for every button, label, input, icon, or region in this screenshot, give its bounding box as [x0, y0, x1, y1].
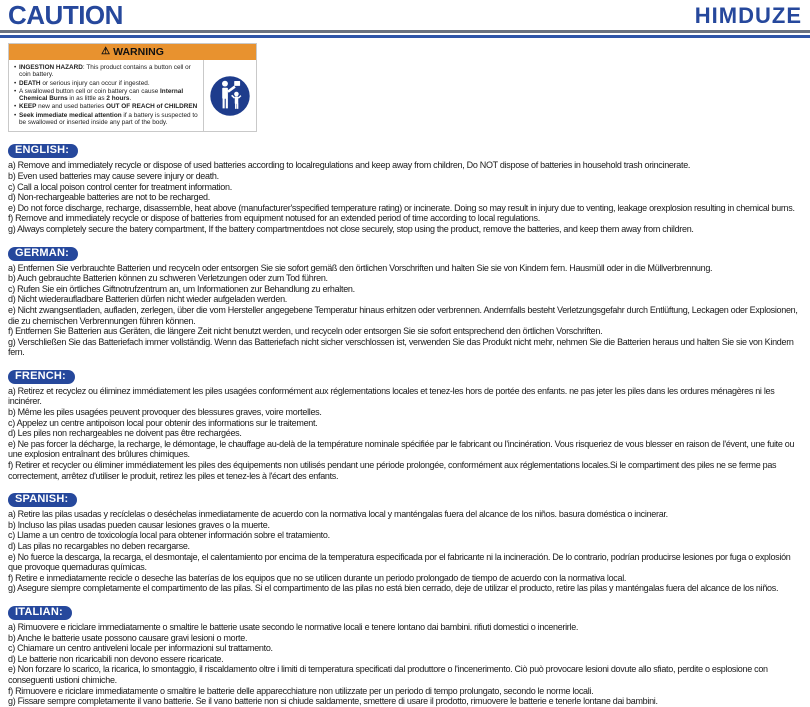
instruction-line: b) Anche le batterie usate possono causare gravi lesioni o morte.	[8, 632, 248, 643]
instruction-line: d) Non-rechargeable batteries are not to be recharged.	[8, 192, 210, 203]
section-label-spanish: SPANISH:	[8, 493, 77, 507]
warning-box-body	[9, 60, 256, 131]
instruction-line: c) Rufen Sie ein örtliches Giftnotrufzentrum an, um Informationen zur Behandlung zu erhalten.	[8, 283, 355, 294]
warning-box	[8, 43, 257, 132]
page-title: CAUTION	[8, 0, 123, 30]
instruction-line: e) Nicht zwangsentladen, aufladen, zerlegen, über die vom Hersteller angegebene Temperatur hinaus erhitzen oder verbrennen. Andernfalls besteht Verletzungsgefahr durch Entlüftung, Leckagen oder Explosionen, die zu chemischen Verbrennungen führen können.	[8, 304, 798, 326]
instruction-line: f) Rimuovere e riciclare immediatamente o smaltire le batterie delle apparecchiature non utilizzate per un periodo di tempo prolungato, secondo le norme locali.	[8, 685, 594, 696]
warning-bullet: • Seek immediate medical attention if a battery is suspected to be swallowed or inserted inside any part of the body.	[13, 112, 201, 127]
warning-bullet: • INGESTION HAZARD: This product contains a button cell or coin battery.	[13, 64, 201, 79]
instruction-line: g) Verschließen Sie das Batteriefach immer vollständig. Wenn das Batteriefach nicht sicher verschlossen ist, verwenden Sie das Produkt nicht mehr, nehmen Sie die Batterien heraus und halten Sie sie von Kindern fern.	[8, 336, 794, 358]
instruction-line: e) No fuerce la descarga, la recarga, el desmontaje, el calentamiento por encima de la temperatura especificada por el fabricante ni la incineración. De lo contrario, podrían producirse lesiones por fuga o explosión que provoque quemaduras químicas.	[8, 551, 791, 573]
instruction-line: f) Retire e inmediatamente recicle o deseche las baterías de los equipos que no se utilicen durante un periodo prolongado de tiempo de acuerdo con la normativa local.	[8, 572, 627, 583]
instruction-line: d) Nicht wiederaufladbare Batterien dürfen nicht wieder aufgeladen werden.	[8, 294, 287, 305]
instruction-line: f) Retirer et recycler ou éliminer immédiatement les piles des équipements non utilisés pendant une période prolongée, conformément aux réglementations locales.Si le compartiment des piles ne se ferme pas correctement, arrêtez d'utiliser le produit, retirez les piles et tenez-les à l'écart des enfants.	[8, 460, 777, 481]
language-section-english	[8, 140, 806, 234]
instruction-line: b) Auch gebrauchte Batterien können zu schweren Verletzungen oder zum Tod führen.	[8, 273, 328, 284]
instruction-line: e) Ne pas forcer la décharge, la recharge, le démontage, le chauffage au-delà de la température nominale spécifiée par le fabricant ou l'incinération. Vous risqueriez de vous blesser en raison de l'évent, une fuite ou une explosion entraînant des brûlures chimiques.	[8, 438, 795, 460]
warning-triangle-icon: ⚠	[101, 46, 111, 57]
instruction-line: b) Incluso las pilas usadas pueden causar lesiones graves o la muerte.	[8, 519, 270, 530]
instruction-line: e) Do not force discharge, recharge, disassemble, heat above (manufacturer'sspecified temperature rating) or incinerate. Doing so may result in injury due to venting, leakage orexplosion resulting in chemical burns.	[8, 202, 795, 213]
instruction-line: d) Les piles non rechargeables ne doivent pas être rechargées.	[8, 428, 242, 439]
keep-away-from-children-icon	[208, 74, 252, 118]
instruction-line: c) Chiamare un centro antiveleni locale per informazioni sul trattamento.	[8, 643, 273, 654]
section-label-french: FRENCH:	[8, 370, 75, 384]
instruction-line: a) Retirez et recyclez ou éliminez immédiatement les piles usagées conformément aux réglementations locales et tenez-les hors de portée des enfants. ne pas jeter les piles dans les ordures ménagères ni les incinérer.	[8, 385, 775, 407]
warning-bullet: • DEATH or serious injury can occur if ingested.	[13, 80, 201, 87]
section-label-italian: ITALIAN:	[8, 606, 72, 620]
section-label-english: ENGLISH:	[8, 144, 78, 158]
instruction-line: a) Entfernen Sie verbrauchte Batterien und recyceln oder entsorgen Sie sie sofort gemäß den örtlichen Vorschriften und halten Sie sie von Kindern fern. Hausmüll oder in die Müllverbrennung.	[8, 262, 713, 273]
language-section-german	[8, 243, 806, 358]
instruction-line: d) Las pilas no recargables no deben recargarse.	[8, 541, 190, 551]
instruction-line: e) Non forzare lo scarico, la ricarica, lo smontaggio, il riscaldamento oltre i limiti di temperatura specificati dal produttore o l'incenerimento. Ciò può provocare lesioni dovute allo sfiato, perdite o esplosione con conseguenti ustioni chimiche.	[8, 664, 768, 685]
language-section-italian	[8, 602, 806, 707]
section-label-german: GERMAN:	[8, 247, 78, 261]
brand-logo: HIMDUZE	[694, 3, 802, 28]
instruction-line: b) Even used batteries may cause severe injury or death.	[8, 170, 219, 181]
header	[0, 0, 810, 29]
warning-bullet: • A swallowed button cell or coin battery can cause Internal Chemical Burns in as little as 2 hours.	[13, 88, 201, 103]
header-divider-gray	[0, 30, 810, 33]
instruction-line: b) Même les piles usagées peuvent provoquer des blessures graves, voire mortelles.	[8, 407, 322, 418]
language-section-french	[8, 366, 806, 481]
warning-title: WARNING	[113, 46, 164, 58]
instruction-line: g) Always completely secure the batery compartment, If the battery compartmentdoes not close securely, stop using the product, remove the batteries, and keep them away from children.	[8, 223, 694, 234]
instruction-line: c) Appelez un centre antipoison local pour obtenir des informations sur le traitement.	[8, 417, 318, 428]
instruction-line: g) Fissare sempre completamente il vano batterie. Se il vano batterie non si chiude saldamente, smettere di usare il prodotto, rimuovere le batterie e tenerle lontane dai bambini.	[8, 696, 658, 707]
instruction-line: g) Asegure siempre completamente el compartimento de las pilas. Si el compartimento de las pilas no está bien cerrado, deje de utilizar el producto, retire las pilas y manténgalas fuera del alcance de los niños.	[8, 583, 779, 594]
instruction-line: c) Llame a un centro de toxicología local para obtener información sobre el tratamiento.	[8, 530, 330, 541]
instruction-line: f) Remove and immediately recycle or dispose of batteries from equipment notused for an extended period of time according to local regulations.	[8, 213, 540, 224]
language-section-spanish	[8, 489, 806, 594]
instruction-line: a) Remove and immediately recycle or dispose of used batteries according to localregulations and keep away from children, Do NOT dispose of batteries in household trash orincinerate.	[8, 160, 691, 171]
warning-pictogram-cell	[203, 60, 256, 131]
instruction-line: f) Entfernen Sie Batterien aus Geräten, die längere Zeit nicht benutzt werden, und recyceln oder entsorgen Sie sie sofort entsprechend den örtlichen Vorschriften.	[8, 326, 603, 337]
warning-bullet: • KEEP new and used batteries OUT OF REACH of CHILDREN	[13, 103, 201, 110]
instruction-line: a) Rimuovere e riciclare immediatamente o smaltire le batterie usate secondo le normative locali e tenere lontano dai bambini. rifiuti domestici o incenerirle.	[8, 621, 579, 632]
instruction-line: a) Retire las pilas usadas y recíclelas o deséchelas inmediatamente de acuerdo con la normativa local y manténgalas fuera del alcance de los niños. basura doméstica o incinerar.	[8, 509, 668, 520]
warning-bullet-list	[9, 60, 203, 131]
instruction-line: d) Le batterie non ricaricabili non devono essere ricaricate.	[8, 653, 224, 664]
warning-box-header	[9, 44, 256, 60]
language-sections	[0, 140, 810, 706]
instruction-line: c) Call a local poison control center for treatment information.	[8, 181, 232, 192]
header-divider-blue	[0, 35, 810, 38]
